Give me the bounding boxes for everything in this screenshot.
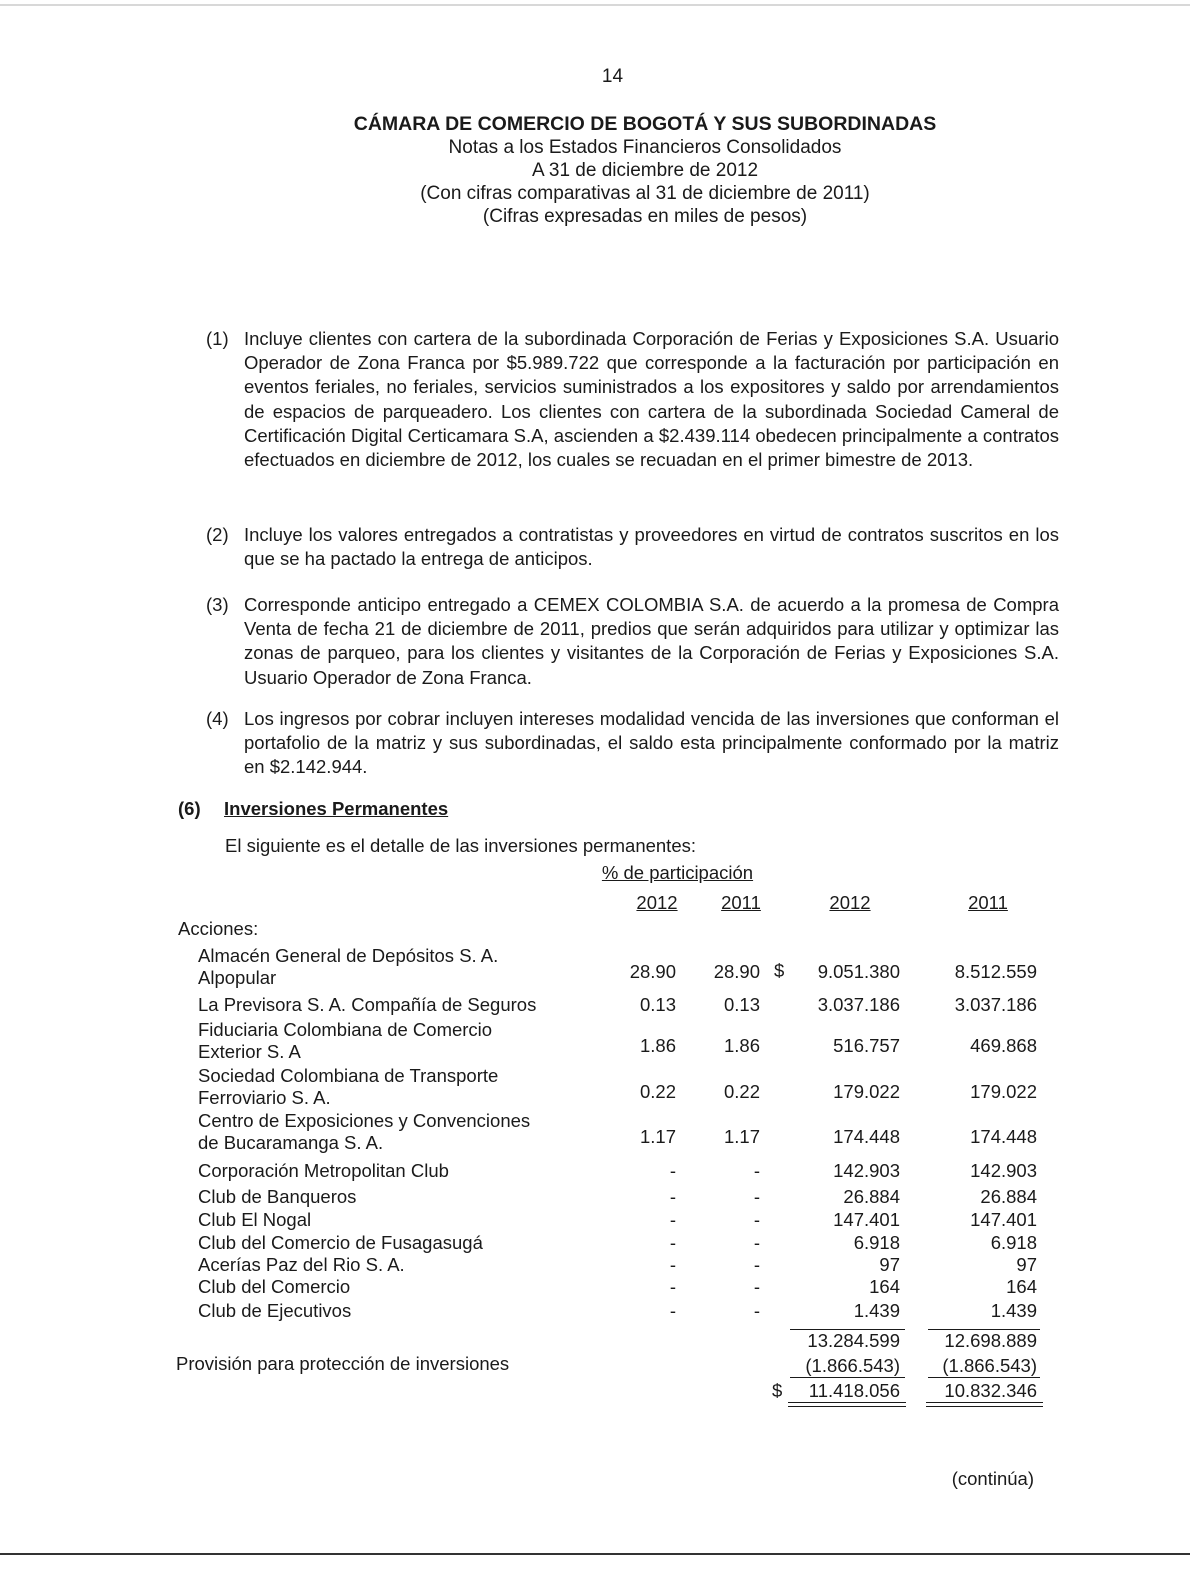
row-value-2011: 469.868 bbox=[970, 1035, 1037, 1056]
row-value-2011: 147.401 bbox=[970, 1209, 1037, 1230]
row-pct-2011: - bbox=[753, 1232, 760, 1253]
provision-rule bbox=[790, 1377, 905, 1378]
header-title: CÁMARA DE COMERCIO DE BOGOTÁ Y SUS SUBORDINADAS bbox=[353, 113, 937, 135]
top-scan-edge bbox=[0, 4, 1190, 6]
row-value-2012: 9.051.380 bbox=[817, 961, 900, 982]
row-pct-2011: - bbox=[753, 1276, 760, 1297]
note-number: (4) bbox=[206, 708, 229, 729]
row-pct-2011: - bbox=[753, 1300, 760, 1321]
row-value-2011: 179.022 bbox=[970, 1081, 1037, 1102]
dollar-sign: $ bbox=[774, 960, 785, 981]
total-dollar-sign: $ bbox=[772, 1380, 783, 1401]
row-value-2012: 142.903 bbox=[833, 1160, 900, 1181]
group-label: Acciones: bbox=[178, 918, 259, 939]
document-header bbox=[0, 113, 1190, 228]
row-name: La Previsora S. A. Compañía de Seguros bbox=[198, 994, 537, 1015]
row-value-2012: 174.448 bbox=[833, 1126, 900, 1147]
row-pct-2012: 1.86 bbox=[639, 1035, 676, 1056]
row-value-2012: 26.884 bbox=[843, 1186, 900, 1207]
total-rule bbox=[926, 1402, 1043, 1403]
row-name: Almacén General de Depósitos S. A. bbox=[198, 945, 499, 966]
bottom-scan-edge bbox=[0, 1553, 1190, 1555]
note-number: (3) bbox=[206, 594, 229, 615]
row-name: Fiduciaria Colombiana de Comercio bbox=[198, 1019, 493, 1040]
col-value-2011: 2011 bbox=[968, 892, 1008, 913]
note-number: (1) bbox=[206, 328, 229, 349]
note-text: Corresponde anticipo entregado a CEMEX COLOMBIA S.A. de acuerdo a la promesa de Compra Venta de fecha 21 de diciembre de 2011, predios que serán adquiridos para utilizar y optimizar las zonas de parqueo, para los clientes y visitantes de la Corporación de Ferias y Exposiciones S.A. Usuario Operador de Zona Franca. bbox=[244, 594, 1059, 688]
row-pct-2012: - bbox=[669, 1254, 676, 1275]
provision-rule bbox=[928, 1377, 1040, 1378]
header-units: (Cifras expresadas en miles de pesos) bbox=[482, 206, 808, 227]
total-rule bbox=[926, 1406, 1043, 1407]
row-value-2012: 179.022 bbox=[833, 1081, 900, 1102]
row-name: Centro de Exposiciones y Convenciones bbox=[198, 1110, 531, 1131]
row-pct-2011: - bbox=[753, 1254, 760, 1275]
col-pct-2011: 2011 bbox=[721, 892, 761, 913]
row-value-2011: 6.918 bbox=[990, 1232, 1037, 1253]
header-date: A 31 de diciembre de 2012 bbox=[531, 160, 759, 181]
row-value-2011: 1.439 bbox=[990, 1300, 1037, 1321]
row-name: Club de Banqueros bbox=[198, 1186, 357, 1207]
row-name: Corporación Metropolitan Club bbox=[198, 1160, 449, 1181]
row-name: Club El Nogal bbox=[198, 1209, 312, 1230]
row-name: Club del Comercio de Fusagasugá bbox=[198, 1232, 483, 1253]
row-pct-2011: 28.90 bbox=[713, 961, 760, 982]
row-name-continued: Ferroviario S. A. bbox=[198, 1087, 331, 1108]
row-pct-2011: 1.17 bbox=[723, 1126, 760, 1147]
row-value-2012: 147.401 bbox=[833, 1209, 900, 1230]
section-number: (6) bbox=[178, 798, 201, 819]
provision-label: Provisión para protección de inversiones bbox=[176, 1353, 510, 1374]
subtotal-2012: 13.284.599 bbox=[807, 1330, 900, 1351]
continued-label: (continúa) bbox=[951, 1468, 1034, 1489]
row-pct-2012: 0.22 bbox=[639, 1081, 676, 1102]
row-value-2011: 164 bbox=[1006, 1276, 1037, 1297]
provision-2011: (1.866.543) bbox=[942, 1355, 1037, 1376]
row-pct-2011: 0.13 bbox=[723, 994, 760, 1015]
row-value-2011: 142.903 bbox=[970, 1160, 1037, 1181]
note-4 bbox=[206, 707, 1059, 780]
section-title: Inversiones Permanentes bbox=[224, 798, 449, 819]
row-pct-2012: - bbox=[669, 1186, 676, 1207]
row-value-2012: 1.439 bbox=[853, 1300, 900, 1321]
row-name: Club de Ejecutivos bbox=[198, 1300, 352, 1321]
row-value-2011: 3.037.186 bbox=[954, 994, 1037, 1015]
header-subtitle: Notas a los Estados Financieros Consolidados bbox=[448, 137, 842, 158]
row-pct-2011: 0.22 bbox=[723, 1081, 760, 1102]
row-pct-2012: 28.90 bbox=[629, 961, 676, 982]
note-2 bbox=[206, 523, 1059, 571]
row-pct-2011: - bbox=[753, 1186, 760, 1207]
pct-header: % de participación bbox=[601, 862, 754, 883]
page-number: 14 bbox=[601, 66, 624, 87]
total-2012: 11.418.056 bbox=[808, 1380, 900, 1401]
total-2011: 10.832.346 bbox=[944, 1380, 1037, 1401]
row-pct-2012: 0.13 bbox=[639, 994, 676, 1015]
row-name-continued: Alpopular bbox=[198, 967, 277, 988]
note-text: Incluye los valores entregados a contratistas y proveedores en virtud de contratos suscritos en los que se ha pactado la entrega de anticipos. bbox=[244, 524, 1059, 570]
section-intro: El siguiente es el detalle de las inversiones permanentes: bbox=[225, 835, 697, 856]
row-pct-2012: - bbox=[669, 1209, 676, 1230]
total-rule bbox=[788, 1402, 906, 1403]
note-text: Incluye clientes con cartera de la subordinada Corporación de Ferias y Exposiciones S.A. Usuario Operador de Zona Franca por $5.989.722 que corresponde a la facturación por participación en eventos feriales, no feriales, servicios suministrados a los expositores y saldo por arrendamientos de espacios de parqueadero. Los clientes con cartera de la subordinada Sociedad Cameral de Certificación Digital Certicamara S.A, ascienden a $2.439.114 obedecen principalmente a contratos efectuados en diciembre de 2012, los cuales se recuadan en el primer bimestre de 2013. bbox=[244, 328, 1059, 471]
row-name-continued: Exterior S. A bbox=[198, 1041, 301, 1062]
note-1 bbox=[206, 327, 1059, 472]
row-pct-2012: - bbox=[669, 1160, 676, 1181]
row-value-2012: 3.037.186 bbox=[817, 994, 900, 1015]
col-pct-2012: 2012 bbox=[636, 892, 678, 913]
row-pct-2012: 1.17 bbox=[639, 1126, 676, 1147]
row-pct-2011: - bbox=[753, 1209, 760, 1230]
header-comparative: (Con cifras comparativas al 31 de diciembre de 2011) bbox=[420, 183, 870, 204]
row-pct-2012: - bbox=[669, 1232, 676, 1253]
row-value-2012: 97 bbox=[879, 1254, 900, 1275]
row-value-2012: 516.757 bbox=[833, 1035, 900, 1056]
note-3 bbox=[206, 593, 1059, 690]
note-text: Los ingresos por cobrar incluyen intereses modalidad vencida de las inversiones que conforman el portafolio de la matriz y sus subordinadas, el saldo esta principalmente conformado por la matriz en $2.142.944. bbox=[244, 708, 1059, 778]
row-pct-2011: - bbox=[753, 1160, 760, 1181]
row-name-continued: de Bucaramanga S. A. bbox=[198, 1132, 384, 1153]
row-value-2011: 26.884 bbox=[980, 1186, 1037, 1207]
row-pct-2012: - bbox=[669, 1276, 676, 1297]
row-name: Sociedad Colombiana de Transporte bbox=[198, 1065, 499, 1086]
row-name: Acerías Paz del Rio S. A. bbox=[198, 1254, 405, 1275]
row-value-2011: 174.448 bbox=[970, 1126, 1037, 1147]
total-rule bbox=[788, 1406, 906, 1407]
row-name: Club del Comercio bbox=[198, 1276, 351, 1297]
row-value-2012: 164 bbox=[869, 1276, 900, 1297]
note-number: (2) bbox=[206, 524, 229, 545]
provision-2012: (1.866.543) bbox=[805, 1355, 900, 1376]
row-value-2011: 97 bbox=[1016, 1254, 1037, 1275]
col-value-2012: 2012 bbox=[829, 892, 871, 913]
section-heading bbox=[178, 798, 448, 820]
row-pct-2012: - bbox=[669, 1300, 676, 1321]
row-value-2012: 6.918 bbox=[853, 1232, 900, 1253]
row-value-2011: 8.512.559 bbox=[954, 961, 1037, 982]
subtotal-2011: 12.698.889 bbox=[944, 1330, 1037, 1351]
row-pct-2011: 1.86 bbox=[723, 1035, 760, 1056]
